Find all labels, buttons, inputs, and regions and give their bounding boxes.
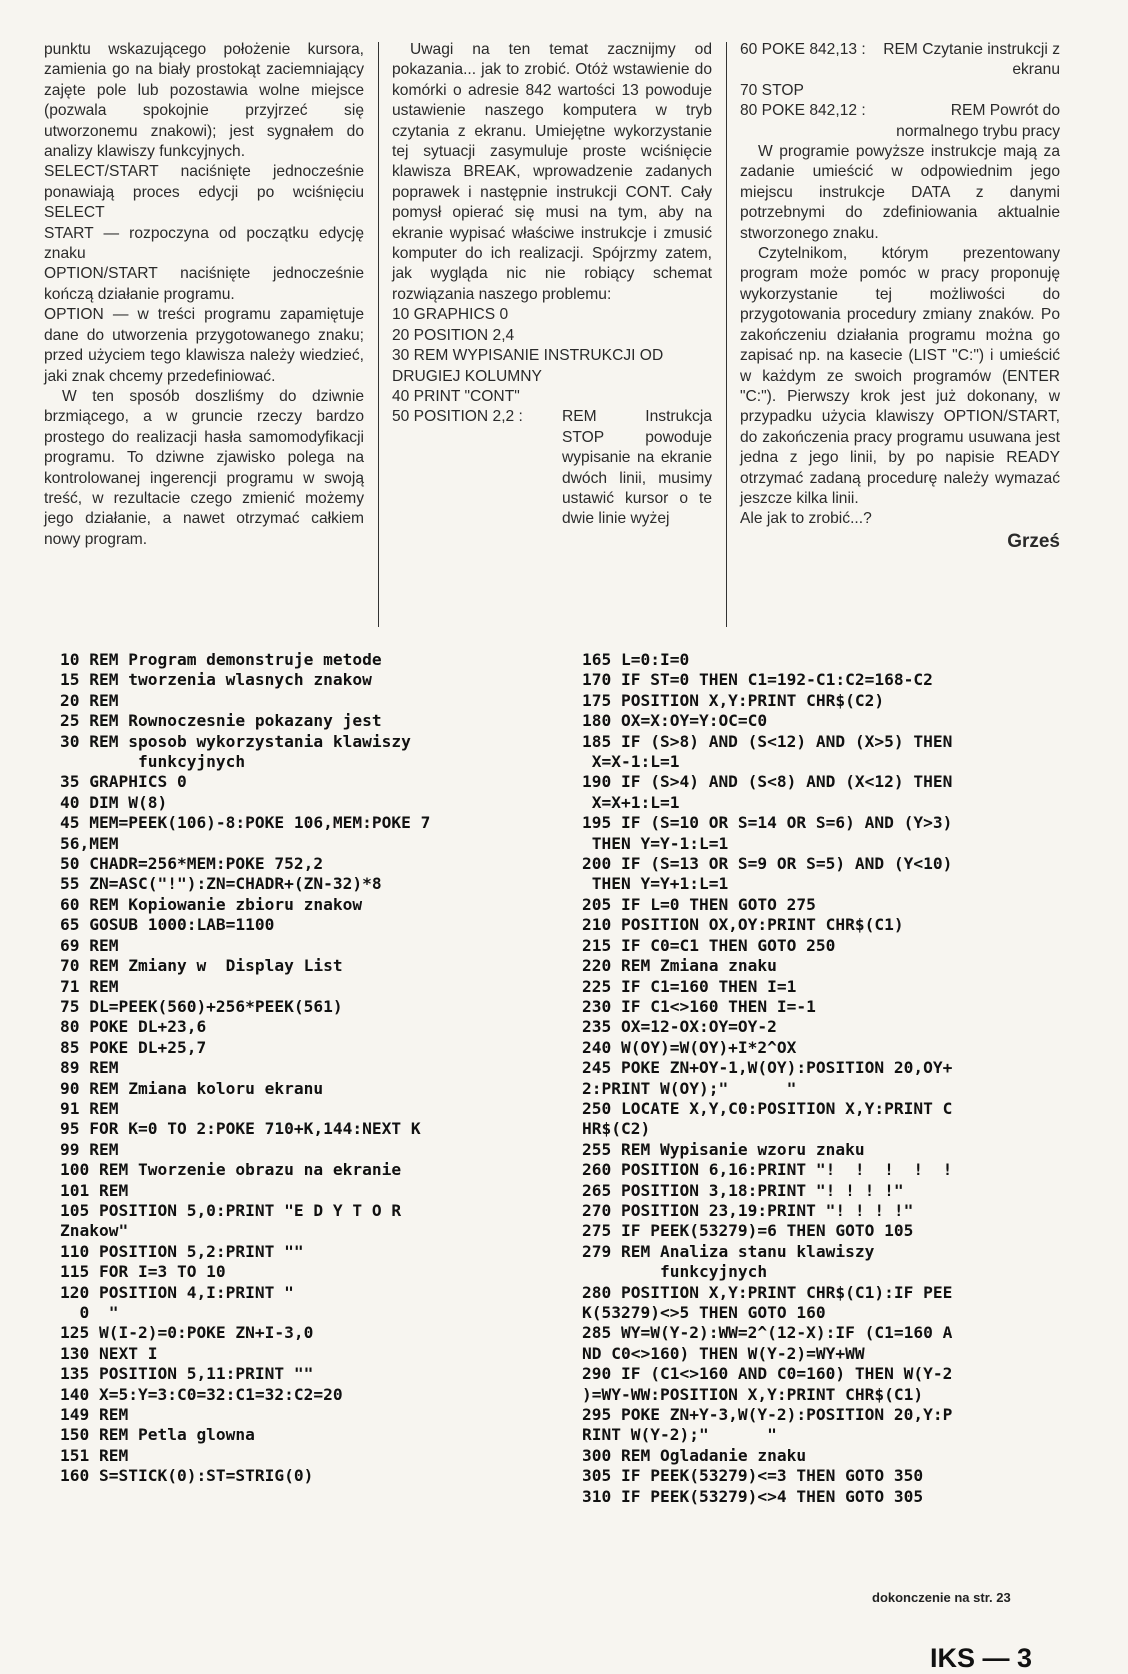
code-line: 105 POSITION 5,0:PRINT "E D Y T O R <box>60 1200 402 1220</box>
code-line: 70 REM Zmiany w Display List <box>60 956 343 976</box>
code-line: 230 IF C1<>160 THEN I=-1 <box>582 996 816 1016</box>
paragraph: punktu wskazującego położenie kursora, zamienia go na biały prostokąt zaciemniający zajęte pole lub pozostawia wolne miejsce (pozwala spokojnie przyjrzeć się utworzonemu znakowi); jest sygnałem do analizy klawiszy funkcyjnych. <box>44 41 364 161</box>
code-line: 69 REM <box>60 935 119 955</box>
code-line: funkcyjnych <box>60 752 246 772</box>
code-line: 75 DL=PEEK(560)+256*PEEK(561) <box>60 996 343 1016</box>
code-line: 35 GRAPHICS 0 <box>60 772 187 792</box>
code-line: 255 REM Wypisanie wzoru znaku <box>582 1139 865 1159</box>
code-line: funkcyjnych <box>582 1262 768 1282</box>
code-line: 160 S=STICK(0):ST=STRIG(0) <box>60 1466 314 1486</box>
paragraph: SELECT/START naciśnięte jednocześnie ponawiają proces edycji po wciśnięciu SELECT <box>44 163 364 222</box>
code-line: 80 POKE 842,12 : <box>740 102 866 120</box>
code-line: 40 PRINT "CONT" <box>392 387 520 405</box>
code-line: 20 REM <box>60 690 119 710</box>
code-line: 30 REM sposob wykorzystania klawiszy <box>60 731 411 751</box>
code-line-50 <box>392 407 712 529</box>
code-line: 0 " <box>60 1303 119 1322</box>
paragraph: Uwagi na ten temat zacznijmy od pokazania... jak to zrobić. Otóż wstawienie do komórki o adresie 842 wartości 13 powoduje ustawienie naszego komputera w tryb czytania z ekranu. Umiejętne wykorzystanie tej sytuacji zasymuluje proste wciśnięcie klawisza BREAK, wprowadzenie zadanych poprawek i następnie instrukcji CONT. Cały pomysł opierać się musi na tym, aby na ekranie wypisać właściwe instrukcje i zmusić komputer do ich realizacji. Spójrzmy zatem, jak wygląda nic nie robiący schemat rozwiązania naszego problemu: <box>392 41 712 303</box>
code-line: 140 X=5:Y=3:C0=32:C1=32:C2=20 <box>60 1384 343 1404</box>
basic-example-code <box>392 305 712 407</box>
code-line: 300 REM Ogladanie znaku <box>582 1445 807 1465</box>
code-line: 40 DIM W(8) <box>60 792 168 812</box>
code-line: 95 FOR K=0 TO 2:POKE 710+K,144:NEXT K <box>60 1119 421 1139</box>
code-line: 100 REM Tworzenie obrazu na ekranie <box>60 1160 402 1180</box>
code-line: 10 GRAPHICS 0 <box>392 306 509 324</box>
code-line: 10 REM Program demonstruje metode <box>60 650 382 669</box>
code-line: 45 MEM=PEEK(106)-8:POKE 106,MEM:POKE 7 <box>60 813 431 833</box>
column-divider <box>726 42 727 627</box>
code-line: 110 POSITION 5,2:PRINT "" <box>60 1241 304 1261</box>
code-line: 91 REM <box>60 1098 119 1118</box>
code-line: 71 REM <box>60 976 119 996</box>
code-line: X=X+1:L=1 <box>582 792 680 812</box>
code-line: 20 POSITION 2,4 <box>392 326 515 344</box>
code-line: 151 REM <box>60 1445 129 1465</box>
code-line: 25 REM Rownoczesnie pokazany jest <box>60 711 382 731</box>
article-column-2 <box>392 40 712 530</box>
paragraph: Czytelnikom, którym prezentowany program może pomóc w pracy proponuję wykorzystanie tej możliwości do przygotowania procedury zmiany znaków. Po zakończeniu działania programu można go zapisać np. na kasecie (LIST "C:") i umieścić w każdym ze swoich programów (ENTER "C:"). Pierwszy krok jest już dokonany, w przypadku użycia klawiszy OPTION/START, do zakończenia pracy programu usuwana jest jedna z jego linii, by po napisie READY otrzymać zadaną procedurę należy wymazać jeszcze kilka linii. <box>740 245 1060 507</box>
code-line: 180 OX=X:OY=Y:OC=C0 <box>582 711 768 731</box>
paragraph: OPTION — w treści programu zapamiętuje dane do utworzenia przygotowanego znaku; przed użyciem tego klawisza należy wiedzieć, jaki znak chcemy przedefiniować. <box>44 306 364 385</box>
paragraph: W programie powyższe instrukcje mają za zadanie umieścić w odpowiednim jego miejscu instrukcje DATA z danymi potrzebnymi do zdefiniowania aktualnie stworzonego znaku. <box>740 143 1060 242</box>
paragraph: START — rozpoczyna od początku edycję znaku <box>44 224 364 263</box>
code-line: 295 POKE ZN+Y-3,W(Y-2):POSITION 20,Y:P <box>582 1405 953 1425</box>
code-line: 285 WY=W(Y-2):WW=2^(12-X):IF (C1=160 A <box>582 1323 953 1343</box>
code-line: 290 IF (C1<>160 AND C0=160) THEN W(Y-2 <box>582 1364 953 1384</box>
article-column-1 <box>44 40 364 550</box>
code-line: 250 LOCATE X,Y,C0:POSITION X,Y:PRINT C <box>582 1098 953 1118</box>
paragraph: Ale jak to zrobić...? <box>740 510 872 528</box>
code-line: )=WY-WW:POSITION X,Y:PRINT CHR$(C1) <box>582 1384 924 1404</box>
article-column-3 <box>740 40 1060 552</box>
code-line: 205 IF L=0 THEN GOTO 275 <box>582 894 816 914</box>
page-folio: IKS — 3 <box>930 1643 1033 1673</box>
code-line: 240 W(OY)=W(OY)+I*2^OX <box>582 1037 797 1057</box>
code-line: K(53279)<>5 THEN GOTO 160 <box>582 1303 826 1322</box>
code-line: 50 POSITION 2,2 : <box>392 408 523 426</box>
code-line: 60 REM Kopiowanie zbioru znakow <box>60 894 363 914</box>
code-line: 56,MEM <box>60 833 119 853</box>
code-line: 135 POSITION 5,11:PRINT "" <box>60 1364 314 1384</box>
paragraph: OPTION/START naciśnięte jednocześnie kończą działanie programu. <box>44 265 364 303</box>
code-line: 175 POSITION X,Y:PRINT CHR$(C2) <box>582 690 885 710</box>
code-line: X=X-1:L=1 <box>582 752 680 772</box>
code-line: THEN Y=Y-1:L=1 <box>582 833 729 853</box>
code-line: 2:PRINT W(OY);" " <box>582 1078 797 1098</box>
column-divider <box>378 42 379 627</box>
code-line: 260 POSITION 6,16:PRINT "! ! ! ! ! <box>582 1160 953 1180</box>
code-line: 165 L=0:I=0 <box>582 650 690 669</box>
code-line: 85 POKE DL+25,7 <box>60 1037 207 1057</box>
code-line: 90 REM Zmiana koloru ekranu <box>60 1078 324 1098</box>
code-line: 55 ZN=ASC("!"):ZN=CHADR+(ZN-32)*8 <box>60 874 382 894</box>
code-line: 15 REM tworzenia wlasnych znakow <box>60 670 372 690</box>
code-line: 101 REM <box>60 1180 129 1200</box>
code-line: 210 POSITION OX,OY:PRINT CHR$(C1) <box>582 915 904 935</box>
code-line: 310 IF PEEK(53279)<>4 THEN GOTO 305 <box>582 1486 924 1506</box>
code-line: ND C0<>160) THEN W(Y-2)=WY+WW <box>582 1343 865 1363</box>
code-line-80 <box>740 101 1060 142</box>
code-line: 60 POKE 842,13 : <box>740 41 866 58</box>
code-line: 149 REM <box>60 1405 129 1425</box>
code-line: 270 POSITION 23,19:PRINT "! ! ! !" <box>582 1200 914 1220</box>
code-line: 170 IF ST=0 THEN C1=192-C1:C2=168-C2 <box>582 670 933 690</box>
code-line: 190 IF (S>4) AND (S<8) AND (X<12) THEN <box>582 772 953 792</box>
code-line: 99 REM <box>60 1139 119 1159</box>
code-line: 120 POSITION 4,I:PRINT " <box>60 1282 294 1302</box>
code-line: 225 IF C1=160 THEN I=1 <box>582 976 797 996</box>
code-line: 245 POKE ZN+OY-1,W(OY):POSITION 20,OY+ <box>582 1058 953 1078</box>
code-line: HR$(C2) <box>582 1119 651 1139</box>
code-line: 80 POKE DL+23,6 <box>60 1017 207 1037</box>
continuation-note: dokonczenie na str. 23 <box>872 1590 1011 1605</box>
code-line: 305 IF PEEK(53279)<=3 THEN GOTO 350 <box>582 1466 924 1486</box>
code-line: 280 POSITION X,Y:PRINT CHR$(C1):IF PEE <box>582 1282 953 1302</box>
basic-listing-left <box>60 650 560 1487</box>
code-line: 215 IF C0=C1 THEN GOTO 250 <box>582 935 836 955</box>
code-line: 70 STOP <box>740 81 804 99</box>
code-line: 150 REM Petla glowna <box>60 1425 255 1445</box>
code-line-60 <box>740 40 1060 81</box>
code-line: 30 REM WYPISANIE INSTRUKCJI OD DRUGIEJ KOLUMNY <box>392 347 668 385</box>
code-comment: REM Instrukcja STOP powoduje wypisanie na ekranie dwóch linii, musimy ustawić kursor o te dwie linie wyżej <box>562 408 712 528</box>
code-line: 125 W(I-2)=0:POKE ZN+I-3,0 <box>60 1323 314 1343</box>
code-line: 235 OX=12-OX:OY=OY-2 <box>582 1017 777 1037</box>
code-line: THEN Y=Y+1:L=1 <box>582 874 729 894</box>
basic-listing-right <box>582 650 1082 1507</box>
code-comment: REM Czytanie instrukcji z ekranu <box>883 41 1060 79</box>
code-line: 89 REM <box>60 1058 119 1078</box>
code-line: 275 IF PEEK(53279)=6 THEN GOTO 105 <box>582 1221 914 1241</box>
code-line: 115 FOR I=3 TO 10 <box>60 1262 226 1282</box>
author-signature: Grześ <box>1007 530 1060 552</box>
code-line: 279 REM Analiza stanu klawiszy <box>582 1241 875 1261</box>
code-line: 130 NEXT I <box>60 1343 158 1363</box>
code-line: 65 GOSUB 1000:LAB=1100 <box>60 915 275 935</box>
code-line: 50 CHADR=256*MEM:POKE 752,2 <box>60 854 324 874</box>
code-line: 220 REM Zmiana znaku <box>582 956 777 976</box>
code-line: 200 IF (S=13 OR S=9 OR S=5) AND (Y<10) <box>582 854 953 874</box>
code-line: RINT W(Y-2);" " <box>582 1425 777 1445</box>
code-comment: REM Powrót do normalnego trybu pracy <box>896 102 1060 140</box>
code-line: 195 IF (S=10 OR S=14 OR S=6) AND (Y>3) <box>582 813 953 833</box>
code-line: 265 POSITION 3,18:PRINT "! ! ! !" <box>582 1180 904 1200</box>
code-line: 185 IF (S>8) AND (S<12) AND (X>5) THEN <box>582 731 953 751</box>
code-line: Znakow" <box>60 1221 129 1241</box>
paragraph: W ten sposób doszliśmy do dziwnie brzmiącego, a w gruncie rzeczy bardzo prostego do realizacji hasła samomodyfikacji programu. To dziwne zjawisko polega na kontrolowanej ingerencji programu w swoją treść, w rezultacie czego zmienić możemy jego działanie, a nawet otrzymać całkiem nowy program. <box>44 387 364 548</box>
